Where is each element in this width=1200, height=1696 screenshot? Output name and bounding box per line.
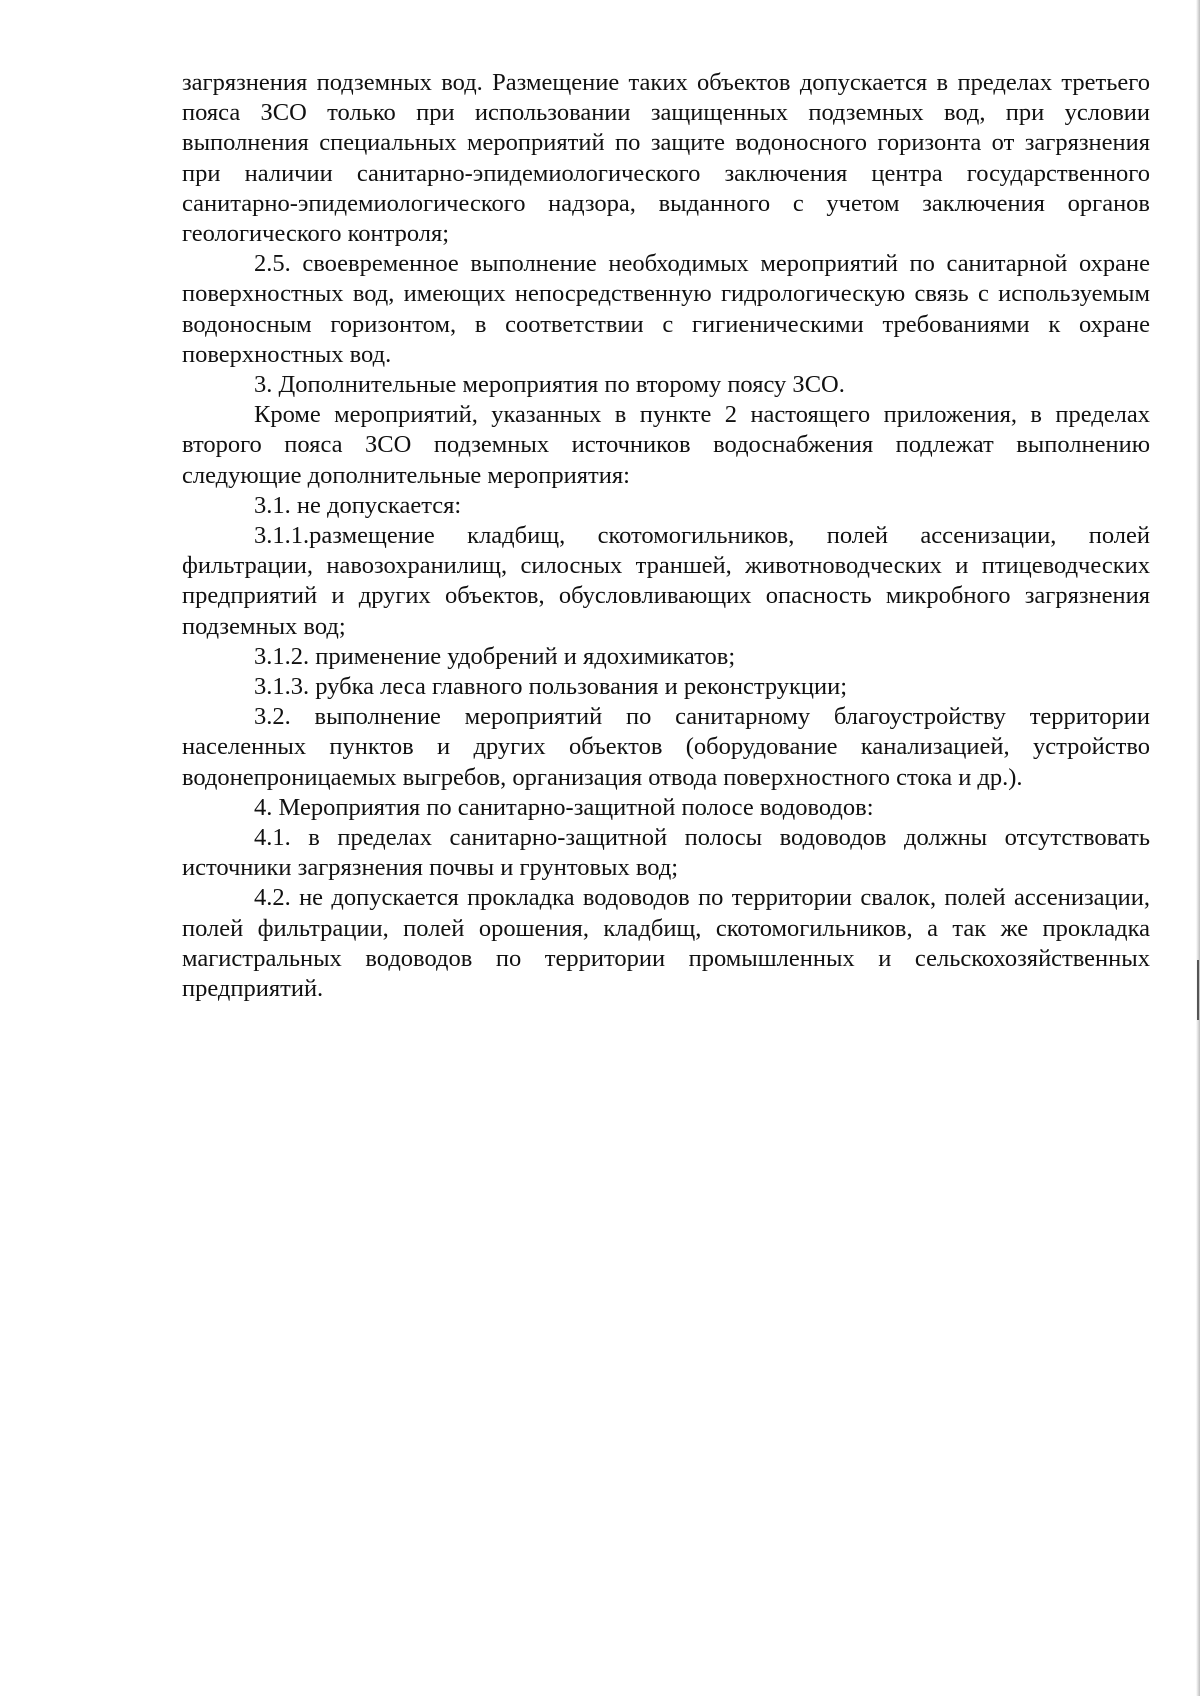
paragraph-3-1-2: 3.1.2. применение удобрений и ядохимикатов; — [254, 642, 736, 670]
document-body — [182, 68, 1150, 1004]
paragraph-3-1: 3.1. не допускается: — [254, 491, 462, 519]
paragraph-3-heading: 3. Дополнительные мероприятия по второму поясу ЗСО. — [254, 371, 845, 399]
paragraph-3-1-1: 3.1.1.размещение кладбищ, скотомогильников, полей ассенизации, полей фильтрации, навозохранилищ, силосных траншей, животноводческих и птицеводческих предприятий и других объектов, обусловливающих опасность микробного загрязнения подземных вод; — [182, 522, 1150, 640]
paragraph-2-5: 2.5. своевременное выполнение необходимых мероприятий по санитарной охране поверхностных вод, имеющих непосредственную гидрологическую связь с используемым водоносным горизонтом, в соответствии с гигиеническими требованиями к охране поверхностных вод. — [182, 250, 1150, 368]
paragraph-3-intro: Кроме мероприятий, указанных в пункте 2 настоящего приложения, в пределах второго пояса ЗСО подземных источников водоснабжения подлежат выполнению следующие дополнительные мероприятия: — [182, 401, 1150, 489]
paragraph-3-2: 3.2. выполнение мероприятий по санитарному благоустройству территории населенных пунктов и других объектов (оборудование канализацией, устройство водонепроницаемых выгребов, организация отвода поверхностного стока и др.). — [182, 703, 1150, 791]
paragraph-4-2: 4.2. не допускается прокладка водоводов по территории свалок, полей ассенизации, полей фильтрации, полей орошения, кладбищ, скотомогильников, а так же прокладка магистральных водоводов по территории промышленных и сельскохозяйственных предприятий. — [182, 884, 1150, 1003]
paragraph-3-1-3: 3.1.3. рубка леса главного пользования и реконструкции; — [254, 673, 848, 701]
paragraph-continuation: загрязнения подземных вод. Размещение таких объектов допускается в пределах третьего пояса ЗСО только при использовании защищенных подземных вод, при условии выполнения специальных мероприятий по защите водоносного горизонта от загрязнения при наличии санитарно-эпидемиологического заключения центра государственного санитарно-эпидемиологического надзора, выданного с учетом заключения органов геологического контроля; — [182, 69, 1150, 248]
paragraph-4-heading: 4. Мероприятия по санитарно-защитной полосе водоводов: — [254, 793, 874, 821]
paragraph-4-1: 4.1. в пределах санитарно-защитной полосы водоводов должны отсутствовать источники загрязнения почвы и грунтовых вод; — [182, 824, 1150, 882]
scan-edge-mark — [1197, 960, 1199, 1020]
scan-edge-shadow — [1196, 0, 1200, 1696]
